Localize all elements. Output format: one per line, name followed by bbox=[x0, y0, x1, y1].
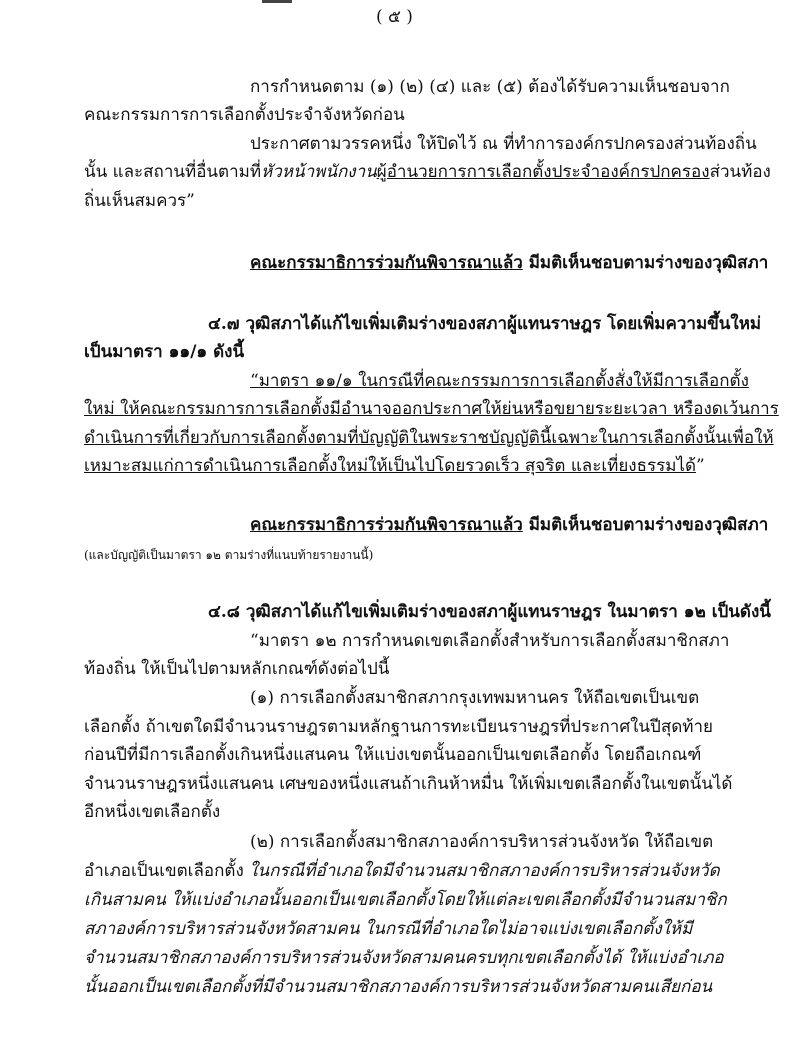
amended-line: สภาองค์การบริหารส่วนจังหวัดสามคน ในกรณีที่อำเภอใดไม่อาจแบ่งเขตเลือกตั้งให้มี bbox=[84, 919, 693, 939]
para-line: อีกหนึ่งเขตเลือกตั้ง bbox=[84, 802, 221, 822]
para-line: เลือกตั้ง ถ้าเขตใดมีจำนวนราษฎรตามหลักฐานการทะเบียนราษฎรที่ประกาศในปีสุดท้าย bbox=[84, 717, 713, 737]
quote-line: “มาตรา ๑๑/๑ ในกรณีที่คณะกรรมการการเลือกตั้งสั่งให้มีการเลือกตั้ง bbox=[250, 371, 749, 391]
committee-resolution bbox=[250, 514, 768, 536]
para-line: ก่อนปีที่มีการเลือกตั้งเกินหนึ่งแสนคน ให้แบ่งเขตนั้นออกเป็นเขตเลือกตั้ง โดยถือเกณฑ์ bbox=[84, 745, 702, 765]
scan-artifact bbox=[262, 0, 292, 3]
inserted-text: เหมาะสมแก่การดำเนินการเลือกตั้งใหม่ให้เป็นไปโดยรวดเร็ว สุจริต และเที่ยงธรรมได้ bbox=[84, 456, 697, 476]
quote-line: ใหม่ ให้คณะกรรมการการเลือกตั้งมีอำนาจออกประกาศให้ย่นหรือขยายระยะเวลา หรืองดเว้นการ bbox=[84, 399, 779, 419]
para-line bbox=[84, 860, 720, 882]
para-line: การกำหนดตาม (๑) (๒) (๔) และ (๕) ต้องได้รับความเห็นชอบจาก bbox=[250, 77, 730, 97]
section-heading-4-7: ๔.๗ วุฒิสภาได้แก้ไขเพิ่มเติมร่างของสภาผู้แทนราษฎร โดยเพิ่มความขึ้นใหม่ bbox=[208, 314, 762, 334]
page-number: ( ๕ ) bbox=[376, 7, 413, 27]
section-heading-4-7-cont: เป็นมาตรา ๑๑/๑ ดังนี้ bbox=[84, 342, 245, 362]
amended-line: เกินสามคน ให้แบ่งอำเภอนั้นออกเป็นเขตเลือกตั้งโดยให้แต่ละเขตเลือกตั้งมีจำนวนสมาชิก bbox=[84, 890, 727, 910]
quote-line: ดำเนินการที่เกี่ยวกับการเลือกตั้งตามที่บัญญัติในพระราชบัญญัตินี้เฉพาะในการเลือกตั้งนั้นเพื่อให้ bbox=[84, 428, 774, 448]
para-line: จำนวนราษฎรหนึ่งแสนคน เศษของหนึ่งแสนถ้าเกินห้าหมื่น ให้เพิ่มเขตเลือกตั้งในเขตนั้นได้ bbox=[84, 774, 733, 794]
para-line: ประกาศตามวรรคหนึ่ง ให้ปิดไว้ ณ ที่ทำการองค์กรปกครองส่วนท้องถิ่น bbox=[250, 134, 757, 154]
amended-line: นั้นออกเป็นเขตเลือกตั้งที่มีจำนวนสมาชิกสภาองค์การบริหารส่วนจังหวัดสามคนเสียก่อน bbox=[84, 977, 713, 997]
committee-resolution bbox=[250, 252, 768, 274]
text-span: อำเภอเป็นเขตเลือกตั้ง bbox=[84, 861, 250, 881]
text-span: ส่วนท้อง bbox=[709, 162, 771, 182]
para-line: คณะกรรมการการเลือกตั้งประจำจังหวัดก่อน bbox=[84, 105, 405, 125]
amended-text: ในกรณีที่อำเภอใดมีจำนวนสมาชิกสภาองค์การบริหารส่วนจังหวัด bbox=[249, 861, 720, 881]
para-line bbox=[84, 161, 771, 183]
para-line: (๑) การเลือกตั้งสมาชิกสภากรุงเทพมหานคร ให้ถือเขตเป็นเขต bbox=[250, 688, 700, 708]
footnote: (และบัญญัติเป็นมาตรา ๑๒ ตามร่างที่แนบท้ายรายงานนี้) bbox=[84, 548, 374, 562]
closing-quote: ” bbox=[696, 456, 705, 476]
para-line: (๒) การเลือกตั้งสมาชิกสภาองค์การบริหารส่วนจังหวัด ให้ถือเขต bbox=[250, 832, 714, 852]
committee-label: คณะกรรมาธิการร่วมกันพิจารณาแล้ว bbox=[250, 515, 523, 535]
para-line: ถิ่นเห็นสมควร” bbox=[84, 191, 195, 211]
para-line: ท้องถิ่น ให้เป็นไปตามหลักเกณฑ์ดังต่อไปนี้ bbox=[84, 659, 390, 679]
committee-label: คณะกรรมาธิการร่วมกันพิจารณาแล้ว bbox=[250, 253, 523, 273]
para-line: “มาตรา ๑๒ การกำหนดเขตเลือกตั้งสำหรับการเลือกตั้งสมาชิกสภา bbox=[250, 631, 730, 651]
resolution-text: มีมติเห็นชอบตามร่างของวุฒิสภา bbox=[522, 253, 769, 273]
amended-line: จำนวนสมาชิกสภาองค์การบริหารส่วนจังหวัดสามคนครบทุกเขตเลือกตั้งได้ ให้แบ่งอำเภอ bbox=[84, 948, 724, 968]
resolution-text: มีมติเห็นชอบตามร่างของวุฒิสภา bbox=[522, 515, 769, 535]
text-span: นั้น และสถานที่อื่นตามที่ bbox=[84, 162, 262, 182]
inserted-text: ผู้อำนวยการการเลือกตั้งประจำองค์กรปกครอง bbox=[376, 162, 710, 182]
amended-text: หัวหน้าพนักงาน bbox=[261, 162, 377, 182]
quote-line bbox=[84, 455, 705, 477]
section-heading-4-8: ๔.๘ วุฒิสภาได้แก้ไขเพิ่มเติมร่างของสภาผู้แทนราษฎร ในมาตรา ๑๒ เป็นดังนี้ bbox=[208, 602, 771, 622]
